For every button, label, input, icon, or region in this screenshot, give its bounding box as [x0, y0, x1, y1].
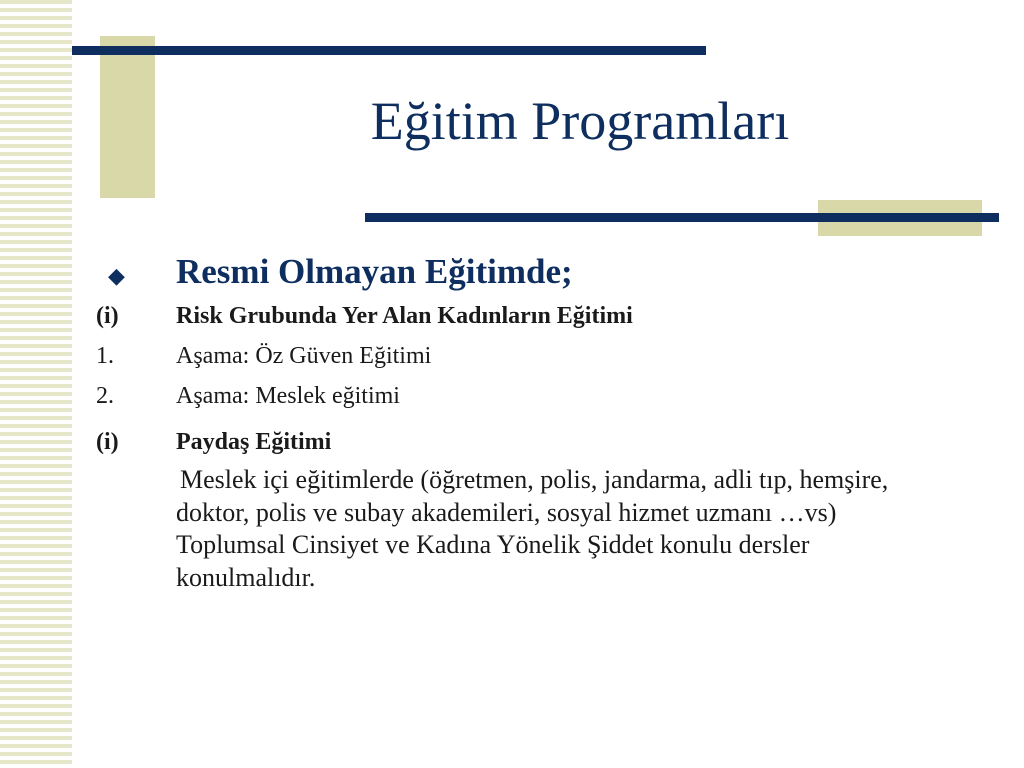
- list-item-text: Aşama: Öz Güven Eğitimi: [176, 343, 432, 369]
- list-marker: 1.: [96, 343, 114, 369]
- list-item: [96, 338, 996, 374]
- decorative-navy-bar-top: [72, 46, 706, 55]
- list-item: [96, 378, 996, 414]
- slide-content: [96, 252, 996, 594]
- list-marker: (i): [96, 429, 119, 455]
- list-item-text: Paydaş Eğitimi: [176, 429, 332, 455]
- list-item-text: Risk Grubunda Yer Alan Kadınların Eğitimi: [176, 303, 633, 329]
- section-heading: [96, 252, 996, 292]
- list-item-text: Aşama: Meslek eğitimi: [176, 383, 400, 409]
- slide-title: Eğitim Programları: [370, 91, 790, 151]
- decorative-olive-block-left: [100, 36, 155, 198]
- decorative-stripes: [0, 0, 72, 768]
- diamond-bullet-icon: ◆: [108, 263, 125, 288]
- list-marker: (i): [96, 303, 119, 329]
- section-heading-text: Resmi Olmayan Eğitimde;: [176, 252, 573, 291]
- list-item: [96, 298, 996, 334]
- list-marker: 2.: [96, 383, 114, 409]
- body-paragraph: Meslek içi eğitimlerde (öğretmen, polis, jandarma, adli tıp, hemşire, doktor, polis ve subay akademileri, sosyal hizmet uzmanı …vs) Toplumsal Cinsiyet ve Kadına Yönelik Şiddet konulu dersler konulmalıdır.: [176, 465, 889, 592]
- list-item: [96, 424, 996, 460]
- decorative-navy-bar-bottom: [365, 213, 999, 222]
